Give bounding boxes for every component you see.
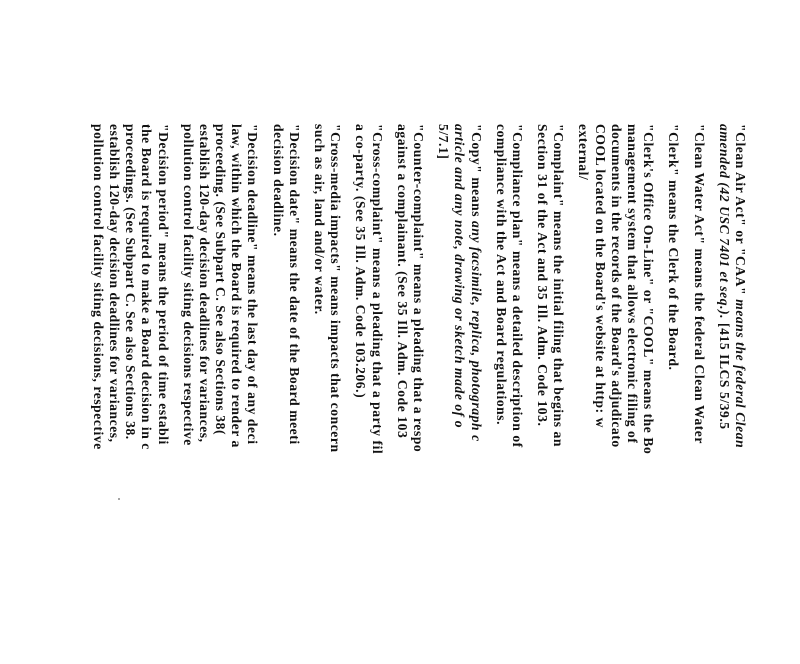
text-run: such as air, land and/or water. (312, 124, 328, 315)
text-run: documents in the records of the Board's adjudicato (608, 124, 624, 448)
text-run: "Cross-complaint" means a pleading that a party fil (369, 124, 385, 455)
text-run: pollution control facility siting decisions, respective (90, 124, 106, 450)
paragraph (493, 124, 525, 664)
italic-text: amended (42 USC 7401 et seq.). (716, 124, 732, 324)
italic-text: means the federal Clean (733, 299, 748, 449)
text-line (509, 124, 525, 664)
text-run: COOL located on the Board's website at http: w (592, 124, 608, 428)
text-line (327, 124, 343, 664)
text-run: "Clean Water Act" means the federal Clean Water (691, 124, 707, 444)
text-run: [415 ILCS 5/39.5 (716, 323, 732, 430)
text-line (534, 124, 550, 664)
text-line (550, 124, 566, 664)
text-run: "Clerk" means the Clerk of the Board. (666, 124, 682, 371)
text-line (467, 124, 483, 664)
paragraph (534, 124, 566, 664)
text-line (716, 124, 732, 664)
text-line (493, 124, 509, 664)
text-run: "Complaint" means the initial filing that begins an (551, 124, 567, 447)
text-run: establish 120-day decision deadlines for variances, (107, 124, 122, 443)
text-run: a co-party. (See 35 Ill. Adm. Code 103.206.) (353, 124, 369, 399)
paragraph (435, 124, 484, 664)
paragraph (352, 124, 384, 664)
text-line (180, 124, 196, 664)
text-line (410, 124, 426, 664)
text-line (196, 124, 212, 664)
text-line (665, 124, 681, 664)
document-text-block (81, 124, 748, 664)
scan-speck (118, 498, 120, 500)
paragraph (270, 124, 302, 664)
text-run: management system that allows electronic filing of (625, 124, 641, 444)
text-run: "Decision date" means the date of the Board meeti (286, 124, 302, 445)
text-line (435, 124, 451, 664)
text-line (244, 124, 260, 664)
text-run: "Decision deadline" means the last day of any deci (245, 124, 261, 445)
text-line (228, 124, 244, 664)
italic-text: any facsimile, replica, photograph c (468, 221, 484, 442)
paragraph (311, 124, 343, 664)
text-run: "Decision period" means the period of time establi (155, 124, 171, 445)
text-line (394, 124, 410, 664)
text-line (640, 124, 656, 664)
text-line (624, 124, 640, 664)
text-line (575, 124, 591, 664)
text-run: against a complainant. (See 35 Ill. Adm. Code 103 (394, 124, 410, 439)
text-run: proceeding. (See Subpart C. See also Sections 38( (213, 124, 229, 436)
text-run: 5/7.1] (436, 124, 452, 160)
text-line (138, 124, 154, 664)
text-line (592, 124, 608, 664)
text-run: law, within which the Board is required to render a (229, 124, 245, 448)
text-line (368, 124, 384, 664)
text-line (154, 124, 170, 664)
paragraph (665, 124, 681, 664)
text-line (90, 124, 106, 664)
text-run: pollution control facility siting decisions respective (180, 124, 196, 446)
text-run: external/ (576, 124, 592, 181)
text-run: decision deadline. (270, 124, 286, 237)
text-run: proceedings. (See Subpart C. See also Sections 38. (123, 124, 139, 440)
text-run: the Board is required to make a Board decision in c (139, 124, 155, 450)
text-run: "Compliance plan" means a detailed description of (509, 124, 525, 448)
text-line (122, 124, 138, 664)
text-line (311, 124, 327, 664)
paragraph (90, 124, 171, 664)
paragraph (716, 124, 748, 664)
text-line (608, 124, 624, 664)
text-line (732, 124, 748, 664)
text-line (286, 124, 302, 664)
text-run: "Clean Air Act" or "CAA" (733, 124, 748, 300)
paragraph (575, 124, 656, 664)
paragraph (690, 124, 706, 664)
text-run: Section 31 of the Act and 35 Ill. Adm. Code 103. (535, 124, 551, 427)
text-run: compliance with the Act and Board regulations. (493, 124, 509, 426)
text-line (690, 124, 706, 664)
paragraph (180, 124, 261, 664)
text-line (270, 124, 286, 664)
text-line (106, 124, 122, 664)
text-run: establish 120-day decision deadlines for variances, (196, 124, 212, 443)
paragraph (394, 124, 426, 664)
text-run: "Clerk's Office On-Line" or "COOL" means the Bo (641, 124, 657, 455)
text-run: "Copy" means (468, 124, 484, 222)
italic-text: article and any note, drawing or sketch made of o (452, 124, 468, 429)
text-run: "Cross-media impacts" means impacts that concern (328, 124, 344, 453)
text-line (212, 124, 228, 664)
text-line (451, 124, 467, 664)
text-run: "Counter-complaint" means a pleading that a respo (411, 124, 426, 453)
text-line (352, 124, 368, 664)
